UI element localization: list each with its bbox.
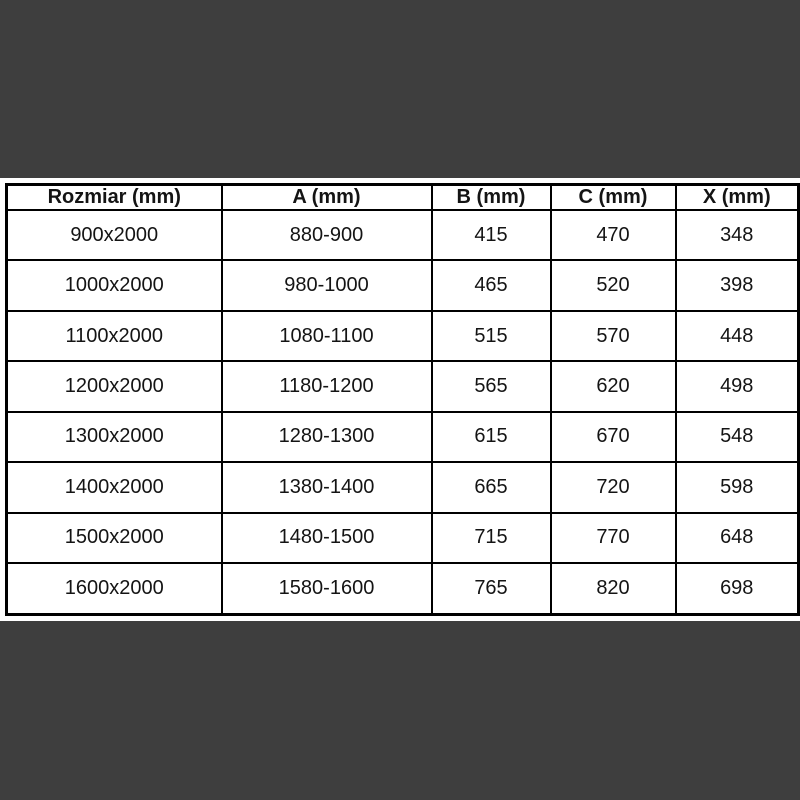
table-band [0,178,800,621]
table-cell: 765 [432,563,551,615]
table-cell: 715 [432,513,551,563]
table-header-row [7,185,799,211]
table-row [7,361,799,411]
table-cell: 665 [432,462,551,512]
table-cell: 900x2000 [7,210,222,260]
table-cell: 1380-1400 [222,462,432,512]
table-cell: 1200x2000 [7,361,222,411]
table-cell: 448 [676,311,799,361]
column-header-b: B (mm) [432,185,551,211]
table-row [7,311,799,361]
table-cell: 415 [432,210,551,260]
table-cell: 670 [551,412,676,462]
table-cell: 1280-1300 [222,412,432,462]
table-cell: 1000x2000 [7,260,222,310]
table-cell: 880-900 [222,210,432,260]
table-cell: 648 [676,513,799,563]
table-cell: 620 [551,361,676,411]
table-cell: 1100x2000 [7,311,222,361]
table-cell: 498 [676,361,799,411]
table-cell: 398 [676,260,799,310]
table-cell: 1300x2000 [7,412,222,462]
table-cell: 1580-1600 [222,563,432,615]
table-cell: 1500x2000 [7,513,222,563]
table-cell: 348 [676,210,799,260]
column-header-a: A (mm) [222,185,432,211]
column-header-c: C (mm) [551,185,676,211]
table-cell: 565 [432,361,551,411]
table-row [7,462,799,512]
table-cell: 1080-1100 [222,311,432,361]
table-row [7,513,799,563]
table-row [7,412,799,462]
table-cell: 770 [551,513,676,563]
table-cell: 570 [551,311,676,361]
table-cell: 465 [432,260,551,310]
table-cell: 598 [676,462,799,512]
size-spec-table [5,183,800,616]
table-row [7,563,799,615]
table-cell: 515 [432,311,551,361]
table-cell: 980-1000 [222,260,432,310]
table-cell: 1480-1500 [222,513,432,563]
table-row [7,260,799,310]
table-cell: 1600x2000 [7,563,222,615]
table-cell: 720 [551,462,676,512]
column-header-rozmiar: Rozmiar (mm) [7,185,222,211]
table-cell: 548 [676,412,799,462]
table-cell: 520 [551,260,676,310]
table-cell: 615 [432,412,551,462]
table-cell: 820 [551,563,676,615]
table-cell: 1180-1200 [222,361,432,411]
table-row [7,210,799,260]
table-cell: 470 [551,210,676,260]
column-header-x: X (mm) [676,185,799,211]
table-cell: 1400x2000 [7,462,222,512]
table-body [7,210,799,615]
table-cell: 698 [676,563,799,615]
